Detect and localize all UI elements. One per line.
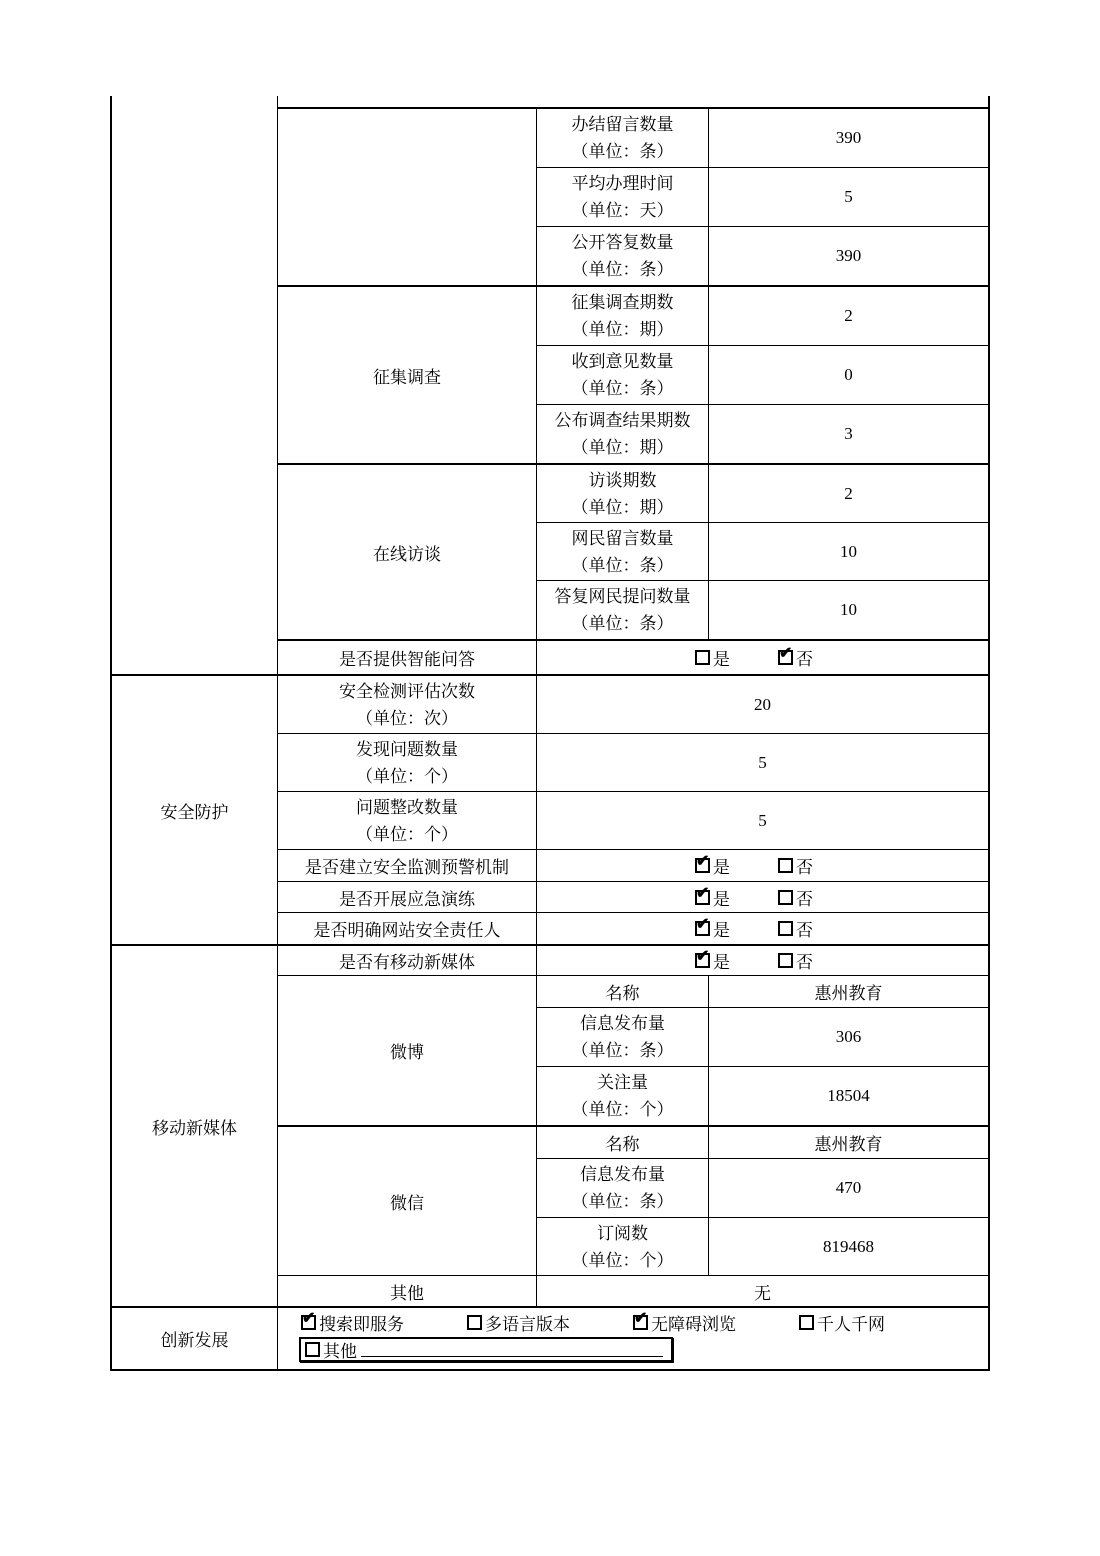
no-label: 否 — [796, 650, 813, 669]
group-weibo: 微博 — [278, 976, 537, 1125]
row-value: 2 — [844, 306, 853, 325]
table-row — [537, 523, 988, 581]
row-has-mobile — [278, 946, 988, 976]
innovation-checkbox-row — [278, 1308, 988, 1337]
row-label: 信息发布量 — [580, 1165, 665, 1184]
yes-no-value — [537, 946, 988, 975]
row-unit: （单位：条） — [571, 260, 674, 279]
checkbox-yes[interactable] — [695, 650, 710, 665]
no-option — [778, 916, 813, 941]
row-value: 5 — [758, 752, 767, 772]
row-label: 是否有移动新媒体 — [278, 946, 537, 975]
subsection-weibo — [278, 976, 988, 1125]
annual-report-table — [110, 96, 990, 1371]
row-label: 其他 — [278, 1276, 537, 1306]
table-row — [537, 1218, 988, 1275]
section-security — [112, 674, 988, 944]
interaction-block — [112, 96, 988, 674]
option-label: 多语言版本 — [485, 1315, 570, 1334]
no-option — [778, 948, 813, 973]
other-option-label: 其他 — [323, 1342, 357, 1361]
yes-option — [695, 885, 730, 910]
yes-label: 是 — [713, 953, 730, 972]
option-personalized — [799, 1310, 885, 1335]
table-row — [537, 405, 988, 463]
row-value: 惠州教育 — [814, 984, 883, 1003]
group-mobile: 移动新媒体 — [112, 946, 278, 1306]
no-label: 否 — [796, 858, 813, 877]
section-survey — [278, 285, 988, 463]
section-interview — [278, 463, 988, 639]
row-value: 10 — [840, 541, 857, 561]
group-messages-empty — [278, 109, 537, 285]
group-security: 安全防护 — [112, 676, 278, 944]
row-label: 订阅数 — [597, 1223, 648, 1243]
row-value: 390 — [835, 128, 862, 147]
row-unit: （单位：条） — [571, 142, 674, 161]
table-row — [537, 1127, 988, 1159]
subsection-wechat — [278, 1125, 988, 1275]
table-row — [537, 1008, 988, 1067]
row-unit: （单位：个） — [571, 1100, 674, 1119]
row-unit: （单位：期） — [571, 497, 674, 517]
option-label: 千人千网 — [817, 1315, 885, 1334]
row-label: 访谈期数 — [588, 470, 657, 490]
row-value: 5 — [844, 187, 853, 206]
row-label: 问题整改数量 — [356, 797, 458, 817]
row-value: 390 — [835, 246, 862, 265]
innovation-options-area — [278, 1308, 988, 1369]
row-label: 安全检测评估次数 — [339, 681, 475, 701]
row-unit: （单位：天） — [571, 201, 674, 220]
other-option-input[interactable] — [299, 1337, 673, 1362]
row-unit: （单位：条） — [571, 614, 674, 633]
checkbox-yes[interactable] — [695, 858, 710, 873]
row-label: 发现问题数量 — [356, 739, 458, 759]
option-label: 搜索即服务 — [319, 1315, 404, 1334]
group-innovation: 创新发展 — [112, 1308, 278, 1369]
no-option — [778, 885, 813, 910]
row-value: 20 — [754, 694, 771, 714]
section-innovation — [112, 1306, 988, 1369]
row-value: 10 — [840, 600, 857, 619]
group-interview: 在线访谈 — [278, 465, 537, 639]
other-blank-line[interactable] — [361, 1342, 663, 1358]
no-option — [778, 645, 813, 670]
checkbox-accessibility[interactable] — [633, 1315, 648, 1330]
table-row — [537, 1159, 988, 1218]
checkbox-no[interactable] — [778, 921, 793, 936]
checkbox-no[interactable] — [778, 953, 793, 968]
option-multilingual — [467, 1310, 570, 1335]
row-label: 是否明确网站安全责任人 — [278, 913, 537, 944]
group-cell-empty — [112, 96, 278, 674]
checkbox-yes[interactable] — [695, 921, 710, 936]
row-label: 收到意见数量 — [571, 352, 674, 371]
table-row — [537, 346, 988, 405]
table-row — [278, 792, 988, 850]
row-label: 是否开展应急演练 — [278, 882, 537, 912]
table-row — [278, 734, 988, 792]
table-row — [537, 227, 988, 285]
row-unit: （单位：条） — [571, 555, 674, 575]
row-value: 306 — [835, 1027, 862, 1046]
row-value: 470 — [835, 1178, 862, 1197]
no-label: 否 — [796, 921, 813, 940]
checkbox-yes[interactable] — [695, 890, 710, 905]
table-row — [537, 168, 988, 227]
row-unit: （单位：个） — [571, 1250, 674, 1270]
row-label: 答复网民提问数量 — [554, 587, 691, 606]
yes-no-value — [537, 850, 988, 881]
row-label: 名称 — [537, 1127, 709, 1158]
yes-option — [695, 948, 730, 973]
row-label: 办结留言数量 — [571, 115, 674, 134]
table-row — [278, 676, 988, 734]
option-search-service — [301, 1310, 404, 1335]
yes-option — [695, 916, 730, 941]
option-accessibility — [633, 1310, 736, 1335]
innovation-other-row — [278, 1337, 988, 1369]
row-label: 关注量 — [597, 1073, 648, 1092]
checkbox-search-service[interactable] — [301, 1315, 316, 1330]
interaction-stack — [278, 107, 988, 674]
yes-no-value — [537, 641, 988, 674]
yes-label: 是 — [713, 650, 730, 669]
row-label: 公开答复数量 — [571, 233, 674, 252]
row-unit: （单位：条） — [571, 379, 674, 398]
option-label: 无障碍浏览 — [651, 1315, 736, 1334]
checkbox-yes[interactable] — [695, 953, 710, 968]
row-value: 5 — [758, 810, 767, 830]
row-unit: （单位：个） — [356, 824, 458, 844]
group-survey: 征集调查 — [278, 287, 537, 463]
no-label: 否 — [796, 953, 813, 972]
yes-option — [695, 853, 730, 878]
row-label: 网民留言数量 — [571, 528, 674, 548]
row-smart-qa — [278, 639, 988, 674]
table-row — [537, 976, 988, 1008]
row-label: 名称 — [537, 976, 709, 1007]
row-label: 平均办理时间 — [571, 174, 674, 193]
row-value: 18504 — [827, 1086, 870, 1105]
table-row — [537, 465, 988, 523]
checkbox-personalized[interactable] — [799, 1315, 814, 1330]
row-value: 3 — [844, 424, 853, 443]
table-row — [537, 287, 988, 346]
row-unit: （单位：期） — [571, 320, 674, 339]
row-label: 公布调查结果期数 — [554, 411, 691, 430]
row-unit: （单位：条） — [571, 1041, 674, 1060]
no-label: 否 — [796, 889, 813, 909]
checkbox-no[interactable] — [778, 890, 793, 905]
checkbox-multilingual[interactable] — [467, 1315, 482, 1330]
row-yes-no — [278, 850, 988, 882]
checkbox-no[interactable] — [778, 650, 793, 665]
section-messages — [278, 109, 988, 285]
row-label: 征集调查期数 — [571, 293, 674, 312]
row-value: 0 — [844, 365, 853, 384]
table-row — [537, 581, 988, 639]
row-value: 2 — [844, 483, 853, 503]
yes-no-value — [537, 882, 988, 912]
group-wechat: 微信 — [278, 1127, 537, 1275]
yes-no-value — [537, 913, 988, 944]
row-label: 是否建立安全监测预警机制 — [278, 850, 537, 881]
yes-option — [695, 645, 730, 670]
row-unit: （单位：条） — [571, 1192, 674, 1211]
row-mobile-other — [278, 1275, 988, 1306]
row-yes-no — [278, 882, 988, 913]
yes-label: 是 — [713, 858, 730, 877]
row-value: 惠州教育 — [814, 1135, 883, 1154]
row-value: 819468 — [823, 1236, 874, 1256]
checkbox-no[interactable] — [778, 858, 793, 873]
yes-label: 是 — [713, 889, 730, 909]
no-option — [778, 853, 813, 878]
row-unit: （单位：个） — [356, 766, 458, 786]
row-yes-no — [278, 913, 988, 944]
yes-label: 是 — [713, 921, 730, 940]
section-mobile — [112, 944, 988, 1306]
row-label: 是否提供智能问答 — [278, 641, 537, 674]
table-row — [537, 109, 988, 168]
row-unit: （单位：次） — [356, 708, 458, 728]
checkbox-other[interactable] — [305, 1342, 320, 1357]
row-unit: （单位：期） — [571, 438, 674, 457]
table-row — [537, 1067, 988, 1125]
row-label: 信息发布量 — [580, 1014, 665, 1033]
row-value: 无 — [754, 1283, 771, 1303]
